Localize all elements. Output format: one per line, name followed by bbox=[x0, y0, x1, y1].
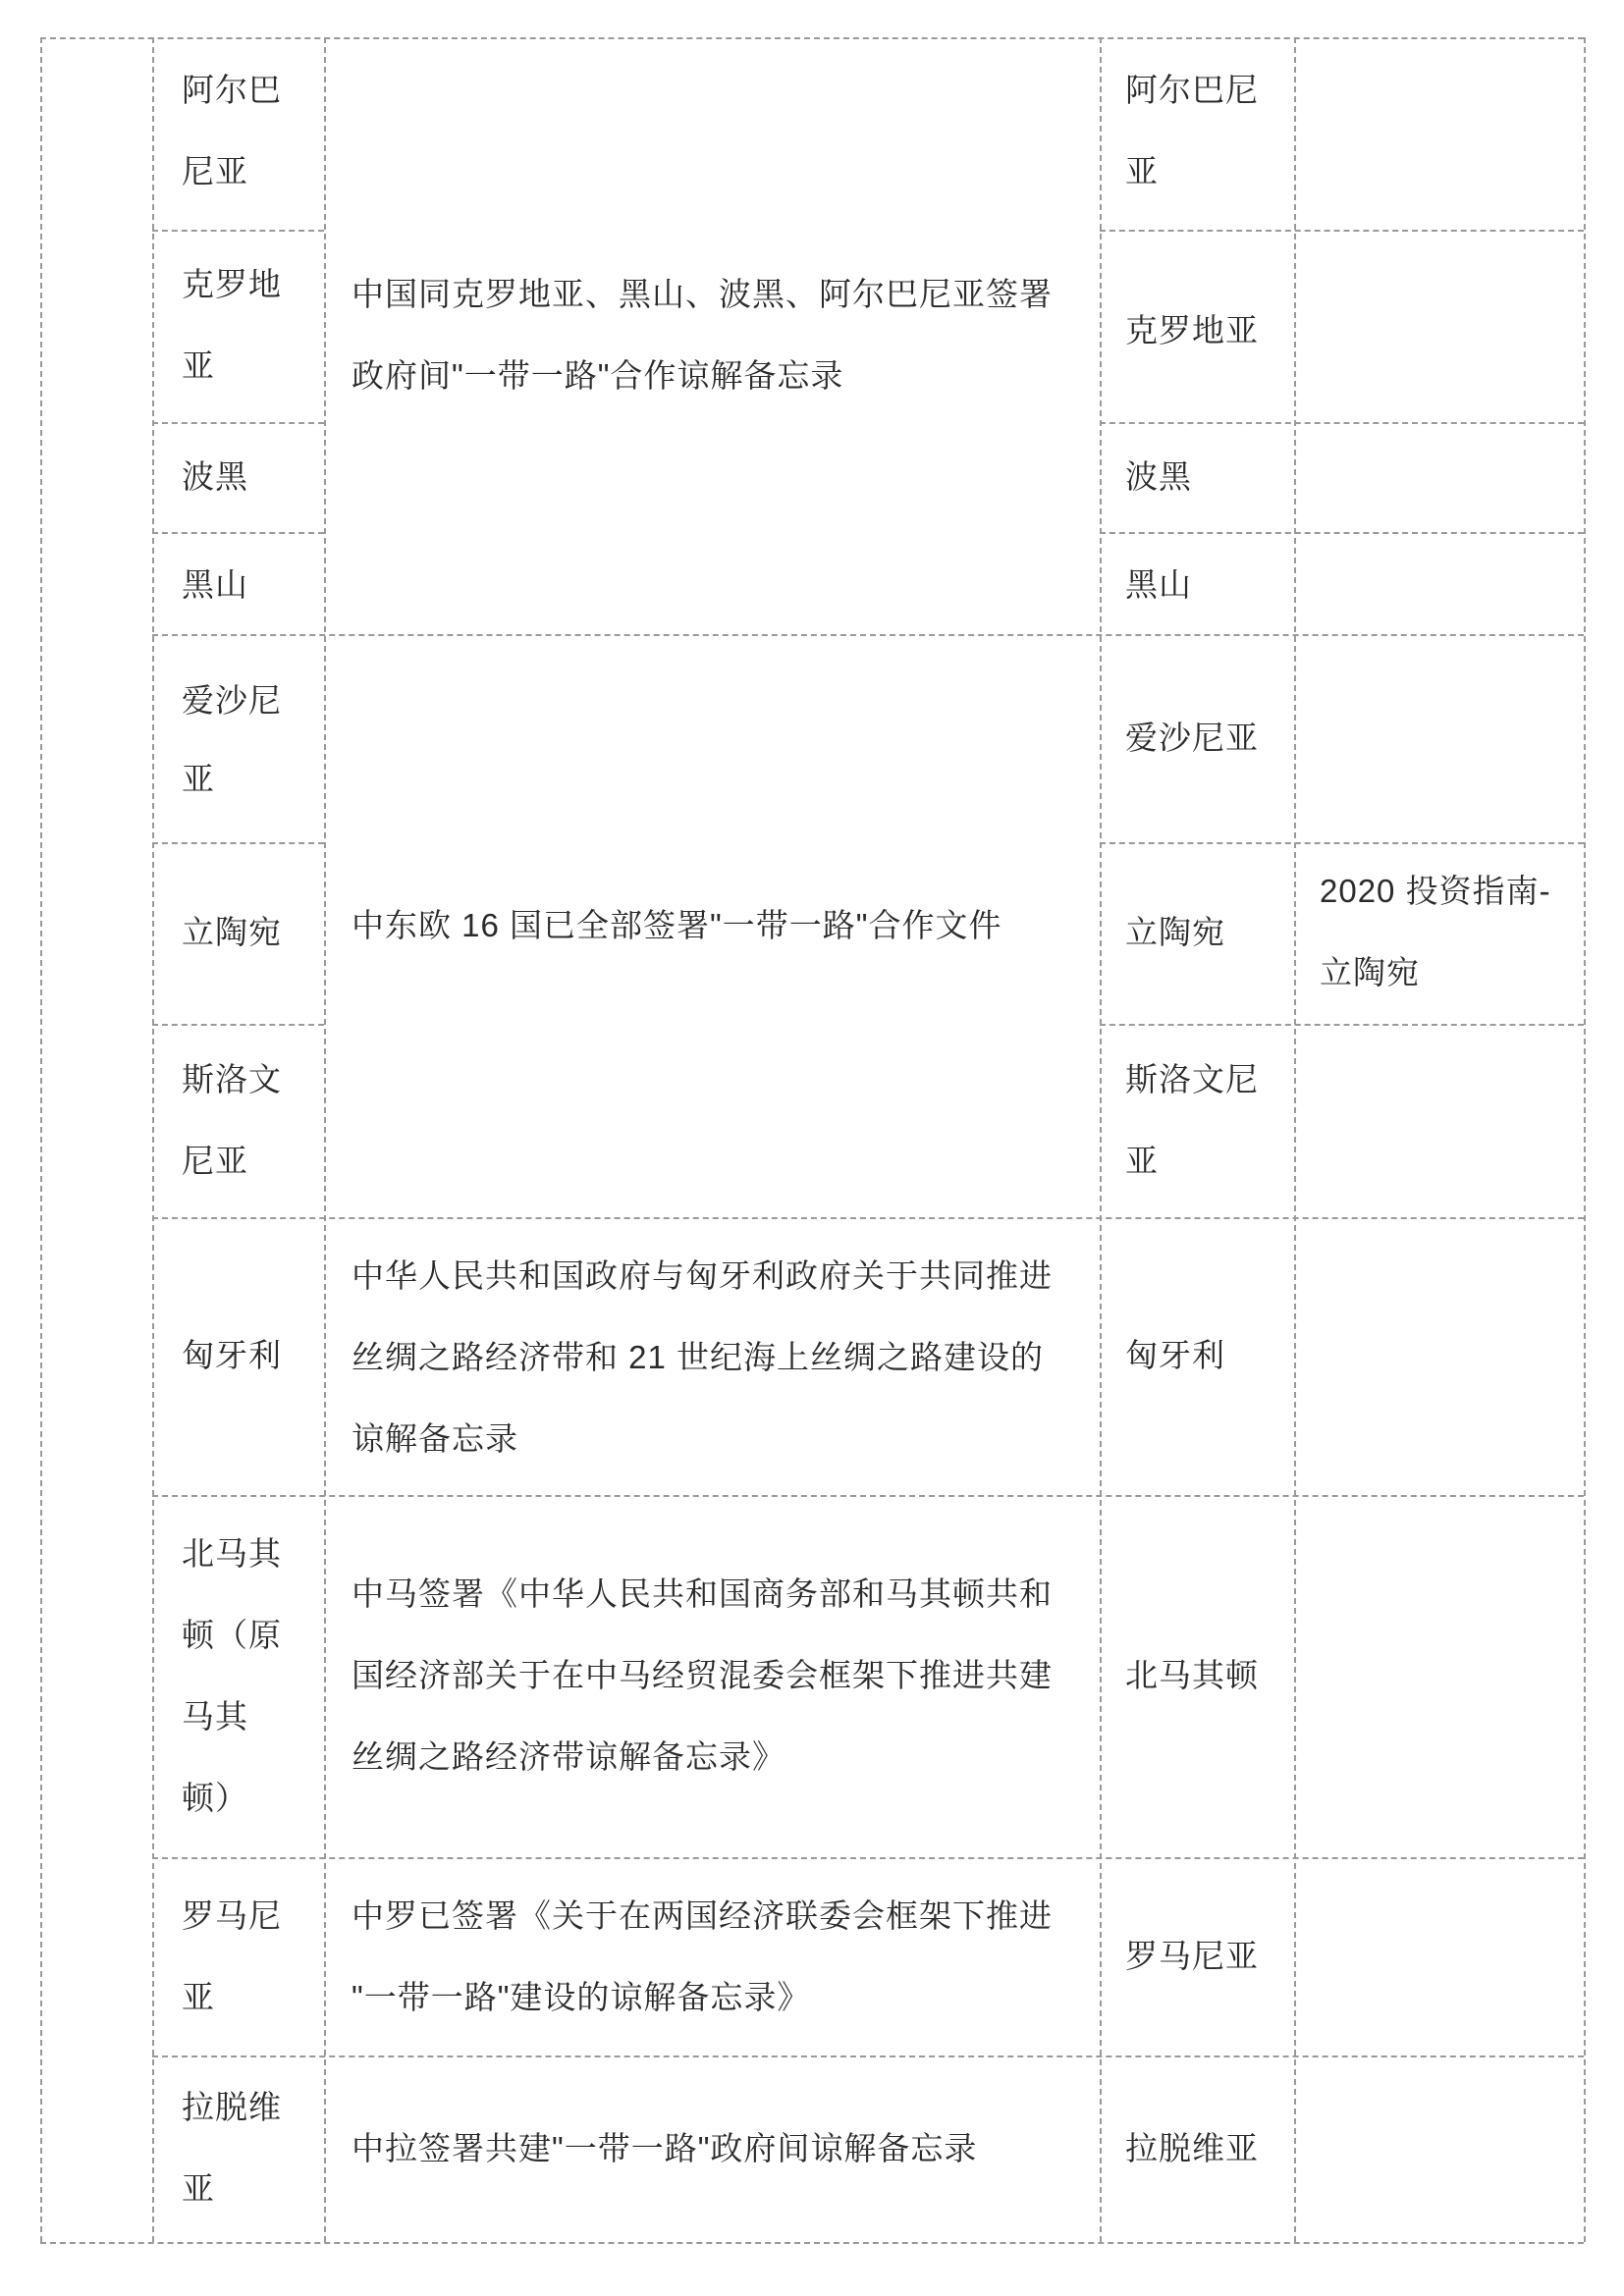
country-cell-romania: 罗马尼 bbox=[182, 1897, 282, 1934]
country-cell-albania: 尼亚 bbox=[182, 153, 248, 189]
country-cell-north-macedonia: 顿（原 bbox=[182, 1617, 282, 1653]
desc-cell-balkans-group: 中国同克罗地亚、黑山、波黑、阿尔巴尼亚签署 bbox=[352, 276, 1053, 312]
country-cell-north-macedonia: 马其 bbox=[182, 1698, 248, 1735]
note-cell-lithuania-guide: 立陶宛 bbox=[1320, 954, 1420, 990]
country-cell-estonia: 亚 bbox=[182, 761, 215, 797]
table-border-horizontal bbox=[152, 422, 324, 424]
desc-cell-romania: 中罗已签署《关于在两国经济联委会框架下推进 bbox=[352, 1897, 1053, 1934]
table-border-horizontal bbox=[1100, 230, 1584, 232]
country-cell-lithuania: 立陶宛 bbox=[182, 914, 282, 950]
table-border-horizontal bbox=[152, 1024, 324, 1026]
table-border-horizontal bbox=[1100, 532, 1584, 534]
country-cell-croatia: 克罗地 bbox=[182, 266, 282, 302]
desc-cell-balkans-group: 政府间"一带一路"合作谅解备忘录 bbox=[352, 357, 844, 394]
country-cell-slovenia: 尼亚 bbox=[182, 1143, 248, 1179]
desc-cell-north-macedonia: 国经济部关于在中马经贸混委会框架下推进共建 bbox=[352, 1657, 1053, 1693]
country2-cell-estonia: 爱沙尼亚 bbox=[1125, 720, 1259, 756]
country2-cell-bosnia: 波黑 bbox=[1125, 458, 1192, 495]
table-border-vertical bbox=[324, 37, 326, 2242]
desc-cell-romania: "一带一路"建设的谅解备忘录》 bbox=[352, 1979, 811, 2015]
table-border-horizontal bbox=[152, 634, 1584, 636]
table-border-vertical bbox=[1584, 37, 1586, 2242]
desc-cell-north-macedonia: 丝绸之路经济带谅解备忘录》 bbox=[352, 1738, 785, 1775]
table-border-vertical bbox=[40, 37, 42, 2242]
country2-cell-slovenia: 亚 bbox=[1125, 1143, 1159, 1179]
desc-cell-hungary: 丝绸之路经济带和 21 世纪海上丝绸之路建设的 bbox=[352, 1339, 1045, 1375]
country2-cell-albania: 亚 bbox=[1125, 153, 1159, 189]
country2-cell-albania: 阿尔巴尼 bbox=[1125, 72, 1259, 108]
desc-cell-hungary: 谅解备忘录 bbox=[352, 1420, 518, 1457]
country-cell-montenegro: 黑山 bbox=[182, 566, 248, 603]
table-border-horizontal bbox=[152, 842, 324, 844]
country2-cell-latvia: 拉脱维亚 bbox=[1125, 2130, 1259, 2166]
country-cell-north-macedonia: 顿） bbox=[182, 1780, 248, 1816]
note-cell-lithuania-guide: 2020 投资指南- bbox=[1320, 873, 1551, 909]
table-border-horizontal bbox=[152, 230, 324, 232]
country2-cell-slovenia: 斯洛文尼 bbox=[1125, 1061, 1259, 1097]
table-border-horizontal bbox=[152, 1495, 1584, 1497]
country-cell-latvia: 拉脱维 bbox=[182, 2089, 282, 2125]
country-cell-bosnia: 波黑 bbox=[182, 458, 248, 495]
country-cell-albania: 阿尔巴 bbox=[182, 72, 282, 108]
table-border-horizontal bbox=[1100, 422, 1584, 424]
table-border-horizontal bbox=[1100, 842, 1584, 844]
table-border-vertical bbox=[1294, 37, 1296, 2242]
table-border-horizontal bbox=[40, 37, 1584, 39]
table-border-horizontal bbox=[152, 1217, 1584, 1219]
country2-cell-north-macedonia: 北马其顿 bbox=[1125, 1657, 1259, 1693]
country-cell-slovenia: 斯洛文 bbox=[182, 1061, 282, 1097]
table-border-horizontal bbox=[152, 1857, 1584, 1859]
desc-cell-north-macedonia: 中马签署《中华人民共和国商务部和马其顿共和 bbox=[352, 1575, 1053, 1612]
country-cell-hungary: 匈牙利 bbox=[182, 1337, 282, 1373]
country2-cell-croatia: 克罗地亚 bbox=[1125, 312, 1259, 348]
desc-cell-latvia: 中拉签署共建"一带一路"政府间谅解备忘录 bbox=[352, 2130, 978, 2166]
country-cell-latvia: 亚 bbox=[182, 2170, 215, 2207]
country-cell-romania: 亚 bbox=[182, 1979, 215, 2015]
table-border-horizontal bbox=[40, 2242, 1584, 2244]
country2-cell-montenegro: 黑山 bbox=[1125, 566, 1192, 603]
country-cell-estonia: 爱沙尼 bbox=[182, 682, 282, 719]
table-border-horizontal bbox=[1100, 1024, 1584, 1026]
country2-cell-hungary: 匈牙利 bbox=[1125, 1337, 1225, 1373]
table-border-vertical bbox=[152, 37, 154, 2242]
country-cell-croatia: 亚 bbox=[182, 347, 215, 384]
country2-cell-romania: 罗马尼亚 bbox=[1125, 1938, 1259, 1974]
table-border-vertical bbox=[1100, 37, 1102, 2242]
table-border-horizontal bbox=[152, 2056, 1584, 2057]
desc-cell-hungary: 中华人民共和国政府与匈牙利政府关于共同推进 bbox=[352, 1257, 1053, 1294]
country-cell-north-macedonia: 北马其 bbox=[182, 1535, 282, 1572]
table-border-horizontal bbox=[152, 532, 324, 534]
desc-cell-cee16-group: 中东欧 16 国已全部签署"一带一路"合作文件 bbox=[352, 907, 1002, 943]
country2-cell-lithuania: 立陶宛 bbox=[1125, 914, 1225, 950]
